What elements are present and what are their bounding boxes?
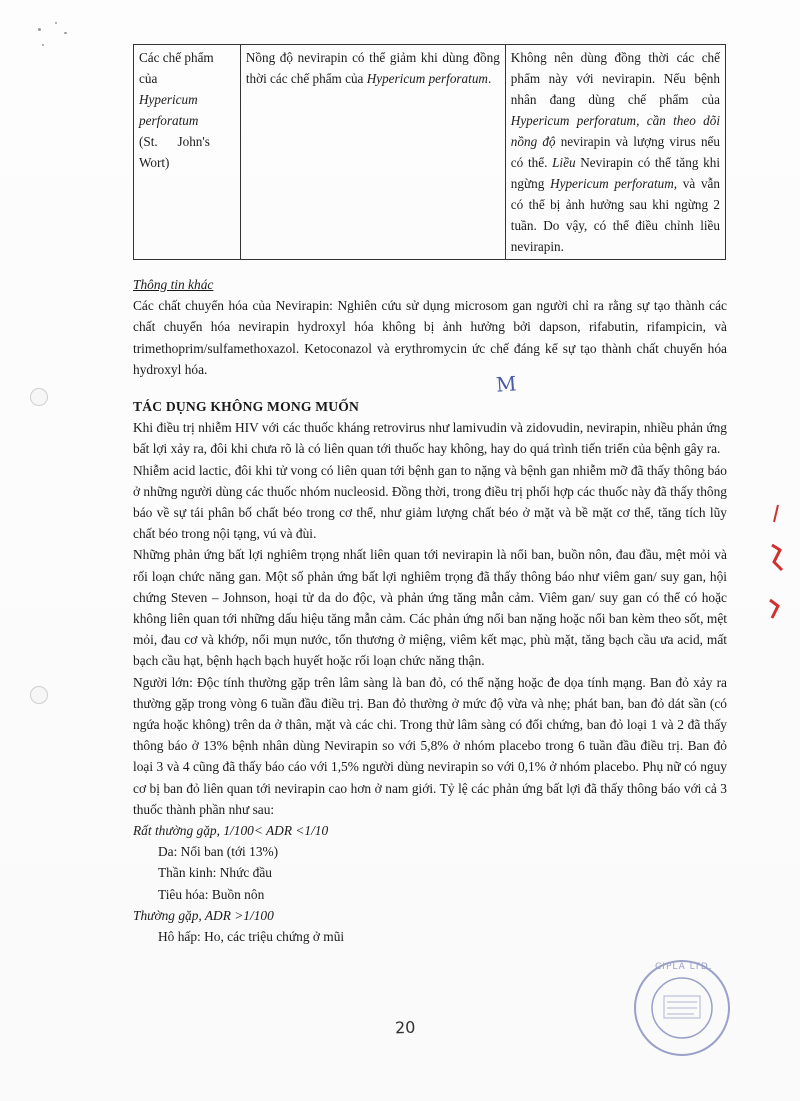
frequency-item: Hô hấp: Ho, các triệu chứng ở mũi	[158, 929, 345, 945]
agent-line: Các chế phẩm	[139, 50, 214, 65]
advice-cell	[505, 45, 725, 260]
advice-text-italic: Hypericum perforatum,	[550, 176, 678, 191]
scan-speck	[42, 44, 44, 46]
section-heading: TÁC DỤNG KHÔNG MONG MUỐN	[133, 399, 360, 414]
agent-line: Hypericum	[139, 92, 198, 107]
red-edge-marks	[760, 500, 790, 630]
advice-text: và vẫn có thể bị ảnh hưởng sau khi ngừng 2 tuần. Do vậy, có thể điều chỉnh liều nevirapin.	[510, 176, 720, 254]
advice-text-italic: Hypericum perforatum, cần theo dõi nồng độ	[510, 113, 720, 149]
frequency-item: Da: Nổi ban (tới 13%)	[158, 844, 279, 860]
table-row	[134, 45, 726, 260]
advice-text: nevirapin và lượng virus nếu có thể.	[510, 134, 721, 170]
interacting-agent-cell	[134, 45, 241, 260]
agent-line: perforatum	[139, 113, 199, 128]
advice-text: Nevirapin có thể tăng khi ngừng	[510, 155, 720, 191]
scan-speck	[55, 22, 57, 24]
agent-line: Wort)	[139, 155, 170, 170]
paragraph: Nhiễm acid lactic, đôi khi tử vong có liên quan tới bệnh gan to nặng và bệnh gan nhiễm mỡ đã thấy thông báo ở những người dùng các thuốc nhóm nucleosid. Đồng thời, trong điều trị phối hợp các thuốc này đã thấy thông báo về sự tái phân bố chất béo trong cơ thể, như giảm lượng chất béo ở mặt và bề mặt cơ thể, tăng tích lũy chất béo trong nội tạng, vú và đùi.	[133, 462, 727, 542]
other-info-text: Các chất chuyển hóa của Nevirapin: Nghiên cứu sử dụng microsom gan người chỉ ra rằng sự tạo thành các chất chuyển hóa nevirapin hydroxyl hóa không bị ảnh hưởng bởi dapson, rifabutin, rifampicin, và trimethoprim/sulfamethoxazol. Ketoconazol và erythromycin ức chế đáng kể sự tạo thành chất chuyển hóa hydroxyl hóa.	[133, 298, 727, 377]
paragraph: Khi điều trị nhiễm HIV với các thuốc kháng retrovirus như lamivudin và zidovudin, nevirapin, nhiều phản ứng bất lợi xảy ra, đôi khi chưa rõ là có liên quan tới thuốc hay không, hay do quá trình tiến triển của bệnh gây ra.	[133, 420, 727, 457]
company-stamp	[632, 958, 732, 1058]
handwritten-initials: M	[495, 371, 518, 397]
other-info-label: Thông tin khác	[133, 277, 214, 292]
advice-text: Không nên dùng đồng thời các chế phẩm này với nevirapin. Nếu bệnh nhân đang dùng chế phẩm của	[510, 50, 720, 107]
paragraph: Người lớn: Độc tính thường gặp trên lâm sàng là ban đỏ, có thể nặng hoặc đe dọa tính mạng. Ban đỏ xảy ra thường gặp trong vòng 6 tuần đầu điều trị. Ban đỏ thường ở mức độ vừa và nhẹ; phát ban, ban đỏ dát sần (có ngứa hoặc không) trên da ở thân, mặt và các chi. Trong thử lâm sàng có đối chứng, ban đỏ loại 1 và 2 đã thấy thông báo ở 13% bệnh nhân dùng Nevirapin so với 5,8% ở nhóm placebo trong 6 tuần đầu điều trị. Ban đỏ loại 3 và 4 cũng đã thấy báo cáo với 1,5% người dùng nevirapin so với 0,1% ở nhóm placebo. Phụ nữ có nguy cơ bị ban đỏ liên quan tới nevirapin cao hơn ở nam giới. Tỷ lệ các phản ứng bất lợi đã thấy thông báo với cả 3 thuốc thành phần như sau:	[133, 674, 727, 817]
punch-hole-top	[30, 388, 48, 406]
frequency-item: Tiêu hóa: Buồn nôn	[158, 886, 265, 902]
effect-cell	[240, 45, 505, 260]
frequency-item: Thần kinh: Nhức đầu	[158, 865, 272, 881]
scan-speck	[38, 28, 41, 31]
paragraph: Những phản ứng bất lợi nghiêm trọng nhất liên quan tới nevirapin là nổi ban, buồn nôn, đau đầu, mệt mỏi và rối loạn chức năng gan. Một số phản ứng bất lợi nghiêm trọng đã thấy thông báo như viêm gan/ suy gan, hội chứng Steven – Johnson, hoại tử da do độc, và phản ứng tăng mẫn cảm. Viêm gan/ suy gan có thể có hoặc không liên quan tới những dấu hiệu tăng mẫn cảm. Các phản ứng nổi ban nặng hoặc nổi ban kèm theo sốt, mệt mỏi, đau cơ và khớp, nổi mụn nước, tổn thương ở miệng, viêm kết mạc, phù mặt, tăng bạch cầu ưa acid, mất bạch cầu hạt, bệnh hạch bạch huyết hoặc rối loạn chức năng thận.	[133, 547, 727, 669]
advice-text-italic: Liều	[552, 155, 576, 170]
agent-line: (St. John's	[139, 134, 210, 149]
effect-text: Nồng độ nevirapin có thể giảm khi dùng đồng thời các chế phẩm của	[245, 50, 500, 86]
effect-text-italic: Hypericum perforatum	[366, 71, 488, 86]
punch-hole-bottom	[30, 686, 48, 704]
page-number: 20	[394, 1017, 416, 1038]
stamp-label: CIPLA LTD.	[655, 962, 713, 972]
other-info-section	[133, 274, 727, 380]
agent-line: của	[139, 71, 158, 86]
adverse-effects-section	[133, 396, 727, 947]
frequency-label-very-common: Rất thường gặp, 1/100< ADR <1/10	[133, 823, 329, 839]
frequency-label-common: Thường gặp, ADR >1/100	[133, 907, 274, 923]
interaction-table	[133, 44, 726, 260]
effect-text: .	[487, 71, 492, 86]
scan-speck	[64, 32, 67, 34]
